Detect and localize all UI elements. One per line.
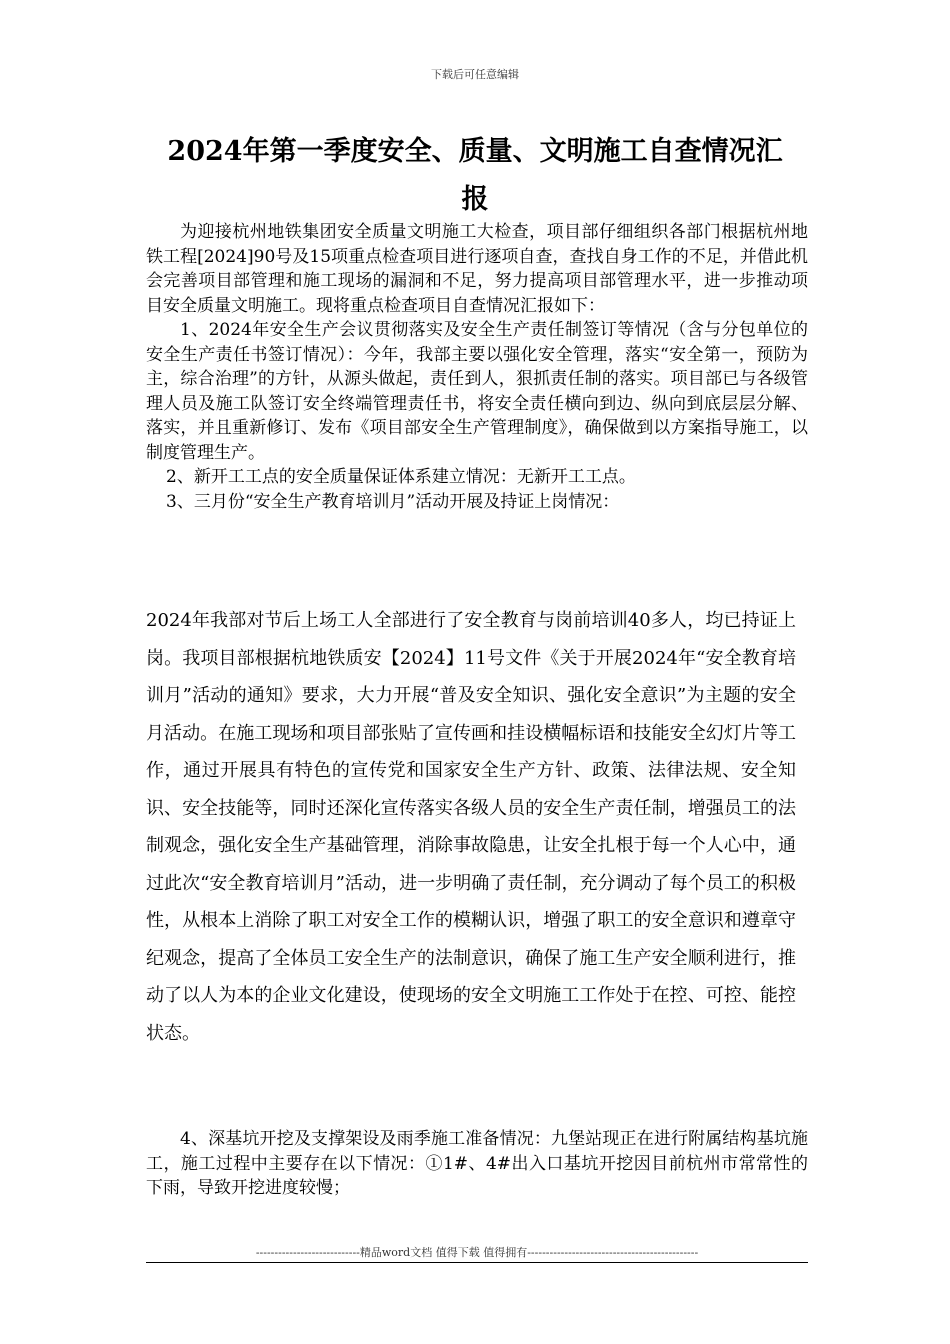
- footer-note: ----------------------------精品word文档 值得下载 值得拥有----------------------------------------------: [255, 1246, 699, 1259]
- section-bottom: [146, 1127, 808, 1201]
- document-title: [145, 128, 805, 224]
- item-4-paragraph: 4、深基坑开挖及支撑架设及雨季施工准备情况：九堡站现正在进行附属结构基坑施工，施工过程中主要存在以下情况：①1#、4#出入口基坑开挖因目前杭州市常常性的下雨，导致开挖进度较慢；: [146, 1129, 808, 1198]
- item-2-paragraph: 2、新开工工点的安全质量保证体系建立情况：无新开工工点。: [166, 467, 636, 487]
- title-line-2: 报: [461, 184, 489, 215]
- item-1-paragraph: 1、2024年安全生产会议贯彻落实及安全生产责任制签订等情况（含与分包单位的安全生产责任书签订情况）：今年，我部主要以强化安全管理，落实“安全第一，预防为主，综合治理”的方针，从源头做起，责任到人，狠抓责任制的落实。项目部已与各级管理人员及施工队签订安全终端管理责任书，将安全责任横向到边、纵向到底层层分解、落实，并且重新修订、发布《项目部安全生产管理制度》，确保做到以方案指导施工，以制度管理生产。: [146, 320, 808, 463]
- header-note: 下载后可任意编辑: [431, 68, 519, 81]
- title-line-1: 2024年第一季度安全、质量、文明施工自查情况汇: [167, 136, 783, 167]
- section-middle: [146, 602, 796, 1052]
- item-3-body: 2024年我部对节后上场工人全部进行了安全教育与岗前培训40多人，均已持证上岗。我项目部根据杭地铁质安【2024】11号文件《关于开展2024年“安全教育培训月”活动的通知》要求，大力开展“普及安全知识、强化安全意识”为主题的安全月活动。在施工现场和项目部张贴了宣传画和挂设横幅标语和技能安全幻灯片等工作，通过开展具有特色的宣传党和国家安全生产方针、政策、法律法规、安全知识、安全技能等，同时还深化宣传落实各级人员的安全生产责任制，增强员工的法制观念，强化安全生产基础管理，消除事故隐患，让安全扎根于每一个人心中，通过此次“安全教育培训月”活动，进一步明确了责任制，充分调动了每个员工的积极性，从根本上消除了职工对安全工作的模糊认识，增强了职工的安全意识和遵章守纪观念，提高了全体员工安全生产的法制意识，确保了施工生产安全顺利进行，推动了以人为本的企业文化建设，使现场的安全文明施工工作处于在控、可控、能控状态。: [146, 610, 796, 1044]
- item-3-heading: 3、三月份“安全生产教育培训月”活动开展及持证上岗情况：: [166, 491, 620, 512]
- intro-paragraph: 为迎接杭州地铁集团安全质量文明施工大检查，项目部仔细组织各部门根据杭州地铁工程[2024]90号及15项重点检查项目进行逐项自查，查找自身工作的不足，并借此机会完善项目部管理和施工现场的漏洞和不足，努力提高项目部管理水平，进一步推动项目安全质量文明施工。现将重点检查项目自查情况汇报如下：: [146, 222, 808, 316]
- section-top: [146, 220, 808, 514]
- footer-rule: [146, 1262, 808, 1263]
